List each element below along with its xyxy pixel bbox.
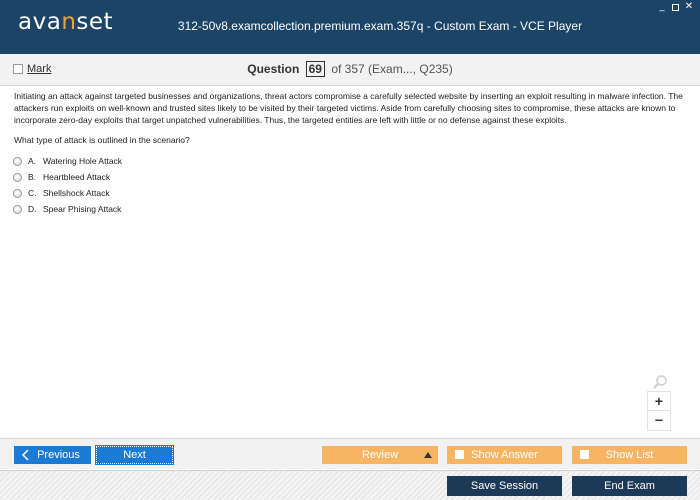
checkbox-icon (455, 450, 464, 459)
zoom-out-button[interactable]: − (654, 412, 664, 428)
previous-button[interactable] (14, 446, 91, 464)
option-text: Watering Hole Attack (43, 156, 123, 166)
option-text: Heartbleed Attack (43, 172, 111, 182)
zoom-controls (647, 391, 671, 431)
title-bar (0, 0, 700, 54)
question-counter (0, 61, 700, 77)
option-text: Shellshock Attack (43, 188, 110, 198)
next-label: Next (123, 449, 146, 461)
question-header (0, 54, 700, 86)
review-label: Review (361, 449, 399, 461)
navigation-bar (0, 438, 700, 469)
option-letter: B. (28, 172, 37, 182)
zoom-in-button[interactable]: + (648, 392, 670, 411)
option-letter: C. (28, 188, 37, 198)
end-exam-button[interactable] (572, 476, 687, 496)
close-icon[interactable]: ✕ (684, 1, 694, 12)
show-list-button[interactable] (572, 446, 687, 464)
option-text: Spear Phising Attack (43, 204, 122, 214)
radio-icon[interactable] (13, 205, 22, 214)
app-logo: avanset (18, 9, 114, 35)
radio-icon[interactable] (13, 189, 22, 198)
question-text: Initiating an attack against targeted businesses and organizations, threat actors compromise a carefully selected website by inserting an exploit resulting in malware infection. The attackers run exploits on well-known and trusted sites likely to be visited by their targeted victims. Aside from carefully choosing sites to compromise, these attacks are known to incorporate zero-day exploits that target unpatched vulnerabilities. Thus, the targeted entities are left with little or no defense against these exploits. (14, 91, 683, 125)
review-button[interactable] (322, 446, 438, 464)
window-title: 312-50v8.examcollection.premium.exam.357q - Custom Exam - VCE Player (177, 19, 583, 33)
question-prompt: What type of attack is outlined in the scenario? (14, 135, 190, 145)
option-letter: D. (28, 204, 37, 214)
show-answer-button[interactable] (447, 446, 562, 464)
checkbox-icon (580, 450, 589, 459)
show-answer-label: Show Answer (471, 449, 538, 461)
magnifier-icon (652, 374, 668, 390)
save-session-button[interactable] (447, 476, 562, 496)
next-button[interactable] (96, 446, 173, 464)
radio-icon[interactable] (13, 157, 22, 166)
save-session-label: Save Session (470, 480, 539, 492)
question-number-input[interactable]: 69 (306, 61, 325, 77)
show-list-label: Show List (605, 449, 654, 461)
footer-bar (0, 470, 700, 500)
answer-option-a[interactable] (13, 153, 122, 169)
answer-options (13, 153, 122, 217)
question-content (0, 87, 700, 437)
answer-option-c[interactable] (13, 185, 122, 201)
previous-label: Previous (37, 449, 80, 461)
end-exam-label: End Exam (604, 480, 655, 492)
option-letter: A. (28, 156, 37, 166)
chevron-left-icon (20, 449, 32, 461)
window-controls (657, 2, 694, 12)
radio-icon[interactable] (13, 173, 22, 182)
minimize-icon[interactable]: _ (659, 1, 665, 12)
caret-up-icon (424, 452, 432, 458)
question-total: of 357 (Exam..., Q235) (331, 62, 453, 76)
mark-label: Mark (27, 63, 52, 75)
question-word: Question (247, 62, 300, 76)
answer-option-d[interactable] (13, 201, 122, 217)
restore-icon[interactable] (672, 4, 679, 11)
answer-option-b[interactable] (13, 169, 122, 185)
